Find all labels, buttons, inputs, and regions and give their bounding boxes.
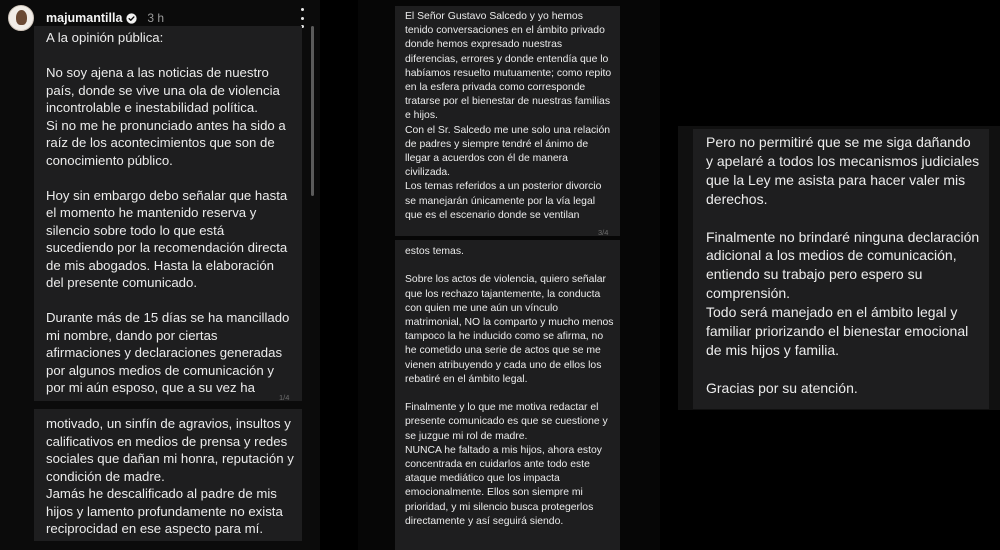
statement-page-2: motivado, un sinfín de agravios, insultos y calificativos en medios de prensa y redes sociales que dañan mi honra, reputación y condición de madre. Jamás he descalificado al padre de mis hijos y lamento profundamente no exista reciprocidad en ese aspecto para mí. (34, 409, 302, 541)
page-indicator: 1/4 (279, 393, 290, 402)
statement-page-3: El Señor Gustavo Salcedo y yo hemos tenido conversaciones en el ámbito privado donde hemos expresado nuestras diferencias, errores y donde entendía que lo habíamos resuelto mutuamente; como repito en la esfera privada como corresponde tratarse por el bienestar de nuestras familias e hijos. Con el Sr. Salcedo me une solo una relación de padres y siempre tendré el ánimo de llegar a acuerdos con él de manera civilizada. Los temas referidos a un posterior divorcio se manejarán únicamente por la vía legal que es el escenario donde se ventilan (395, 6, 620, 236)
statement-page-5: Pero no permitiré que se me siga dañando y apelaré a todos los mecanismos judiciales que la Ley me asista para hacer valer mis derechos. Finalmente no brindaré ninguna declaración adicional a los medios de comunicación, entiendo su trabajo pero espero su comprensión. Todo será manejado en el ámbito legal y familiar priorizando el bienestar emocional de mis hijos y familia. Gracias por su atención. (693, 129, 989, 409)
post-time: 3 h (147, 11, 165, 25)
scrollbar-thumb[interactable] (311, 26, 314, 196)
profile-avatar[interactable] (8, 5, 34, 31)
page-indicator: 3/4 (598, 228, 609, 237)
username[interactable]: majumantilla (46, 11, 123, 25)
statement-page-4: estos temas. Sobre los actos de violencia, quiero señalar que los rechazo tajantemente, la conducta con quien me une aún un vínculo matrimonial, NO la comparto y mucho menos tampoco la he inducido como se afirma, no he cometido una serie de actos que se me vienen atribuyendo y cada uno de ellos los rebatiré en el ámbito legal. Finalmente y lo que me motiva redactar el presente comunicado es que se cuestione y se juzgue mi rol de madre. NUNCA he faltado a mis hijos, ahora estoy concentrada en cuidarlos ante todo este ataque mediático que los impacta emocionalmente. Ellos son siempre mi prioridad, y mi silencio busca protegerlos directamente y así seguirá siendo. (395, 240, 620, 550)
more-options-icon[interactable] (297, 8, 307, 28)
statement-page-1: A la opinión pública: No soy ajena a las noticias de nuestro país, donde se vive una ola de violencia incontrolable e inestabilidad política. Si no me he pronunciado antes ha sido a raíz de los acontecimientos que son de conocimiento público. Hoy sin embargo debo señalar que hasta el momento he mantenido reserva y silencio sobre todo lo que está sucediendo por la recomendación directa de mis abogados. Hasta la elaboración del presente comunicado. Durante más de 15 días se ha mancillado mi nombre, dando por ciertas afirmaciones y declaraciones generadas por algunos medios de comunicación y por mi aún esposo, que a su vez ha (34, 26, 302, 401)
verified-badge-icon (126, 13, 137, 24)
